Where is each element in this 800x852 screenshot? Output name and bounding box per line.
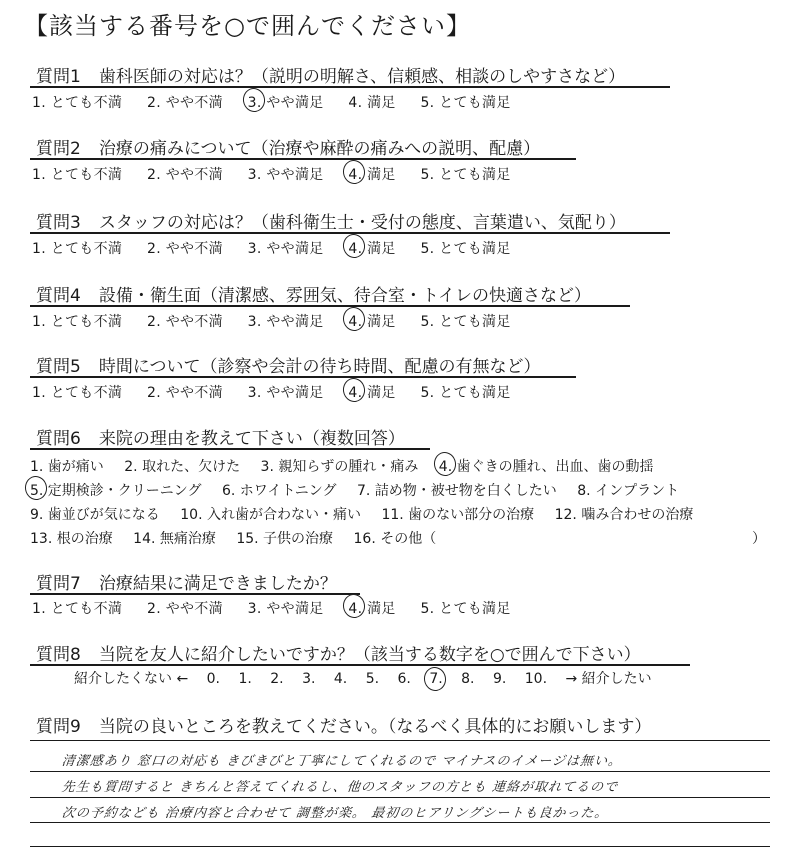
reason-option-6[interactable]: 6. ホワイトニング xyxy=(221,483,337,499)
question-number: 質問5 xyxy=(36,357,81,377)
question-text: 治療の痛みについて（治療や麻酔の痛みへの説明、配慮） xyxy=(98,139,541,159)
answer-rule xyxy=(30,797,770,798)
question-text: 設備・衛生面（清潔感、雰囲気、待合室・トイレの快適さなど） xyxy=(98,286,591,306)
options-q7 xyxy=(32,598,531,618)
question-number: 質問3 xyxy=(36,213,81,233)
reason-option-8[interactable]: 8. インプラント xyxy=(577,483,680,499)
option-4-selected[interactable]: 4. 満足 xyxy=(348,238,395,258)
scale-5[interactable]: 5. xyxy=(365,671,380,687)
question-number: 質問1 xyxy=(36,67,81,87)
question-8 xyxy=(36,640,641,665)
page-title: 【該当する番号を○で囲んでください】 xyxy=(24,12,471,40)
underline xyxy=(30,664,690,666)
option-3[interactable]: 3. やや満足 xyxy=(247,241,324,257)
other-close-paren: ） xyxy=(752,531,766,547)
scale-7-selected[interactable]: 7. xyxy=(429,671,443,687)
option-4-selected[interactable]: 4. 満足 xyxy=(348,382,395,402)
reason-row-3 xyxy=(30,504,709,524)
question-9 xyxy=(36,712,651,737)
reason-option-10[interactable]: 10. 入れ歯が合わない・痛い xyxy=(180,507,361,523)
question-text: 来院の理由を教えて下さい（複数回答） xyxy=(98,429,405,449)
reason-option-15[interactable]: 15. 子供の治療 xyxy=(236,531,334,547)
question-text: 当院の良いところを教えてください。（なるべく具体的にお願いします） xyxy=(98,717,652,737)
reason-option-3[interactable]: 3. 親知らずの腫れ・痛み xyxy=(260,459,419,475)
scale-6[interactable]: 6. xyxy=(397,671,411,687)
reason-option-11[interactable]: 11. 歯のない部分の治療 xyxy=(381,507,535,523)
reason-option-2[interactable]: 2. 取れた、欠けた xyxy=(124,459,241,475)
option-1[interactable]: 1. とても不満 xyxy=(32,314,123,330)
reason-option-5-selected[interactable]: 5. 定期検診・クリーニング xyxy=(30,480,202,500)
option-5[interactable]: 5. とても満足 xyxy=(420,167,511,183)
option-2[interactable]: 2. やや不満 xyxy=(146,314,223,330)
option-3[interactable]: 3. やや満足 xyxy=(247,167,324,183)
option-4-selected[interactable]: 4. 満足 xyxy=(348,311,395,331)
scale-left-label: 紹介したくない ← xyxy=(74,671,189,687)
question-number: 質問4 xyxy=(36,286,81,306)
options-q1 xyxy=(32,92,531,112)
reason-option-12[interactable]: 12. 噛み合わせの治療 xyxy=(554,507,694,523)
handwritten-answer-line-2: 先生も質問すると きちんと答えてくれるし、他のスタッフの方とも 連絡が取れてるので xyxy=(61,780,619,795)
underline xyxy=(30,86,670,88)
option-2[interactable]: 2. やや不満 xyxy=(146,601,223,617)
option-5[interactable]: 5. とても満足 xyxy=(420,385,511,401)
scale-1[interactable]: 1. xyxy=(238,671,252,687)
scale-2[interactable]: 2. xyxy=(270,671,284,687)
underline xyxy=(30,448,430,450)
question-4 xyxy=(36,281,591,306)
scale-10[interactable]: 10. xyxy=(524,671,548,687)
option-4-selected[interactable]: 4. 満足 xyxy=(348,598,395,618)
option-1[interactable]: 1. とても不満 xyxy=(32,241,123,257)
reason-row-1 xyxy=(30,456,669,476)
question-3 xyxy=(36,208,626,233)
question-number: 質問7 xyxy=(36,574,81,594)
reason-row-4 xyxy=(30,528,452,548)
question-text: 治療結果に満足できましたか？ xyxy=(98,574,337,594)
option-1[interactable]: 1. とても不満 xyxy=(32,167,123,183)
scale-9[interactable]: 9. xyxy=(492,671,507,687)
option-1[interactable]: 1. とても不満 xyxy=(32,95,123,111)
options-q4 xyxy=(32,311,531,331)
reason-option-1[interactable]: 1. 歯が痛い xyxy=(30,459,104,475)
question-2 xyxy=(36,134,540,159)
answer-rule xyxy=(30,740,770,741)
question-text: 時間について（診察や会計の待ち時間、配慮の有無など） xyxy=(98,357,541,377)
question-number: 質問6 xyxy=(36,429,81,449)
option-4[interactable]: 4. 満足 xyxy=(348,95,396,111)
question-number: 質問8 xyxy=(36,645,81,665)
option-5[interactable]: 5. とても満足 xyxy=(420,95,511,111)
reason-option-14[interactable]: 14. 無痛治療 xyxy=(133,531,216,547)
reason-option-16[interactable]: 16. その他（ xyxy=(353,531,437,547)
question-number: 質問9 xyxy=(36,717,81,737)
option-3[interactable]: 3. やや満足 xyxy=(247,601,324,617)
option-2[interactable]: 2. やや不満 xyxy=(146,167,223,183)
question-5 xyxy=(36,352,541,377)
option-3-selected[interactable]: 3. やや満足 xyxy=(248,92,324,112)
answer-rule xyxy=(30,822,770,823)
options-q3 xyxy=(32,238,531,258)
reason-option-9[interactable]: 9. 歯並びが気になる xyxy=(30,507,160,523)
scale-4[interactable]: 4. xyxy=(333,671,348,687)
option-5[interactable]: 5. とても満足 xyxy=(420,241,511,257)
options-q5 xyxy=(32,382,531,402)
question-text: 歯科医師の対応は？（説明の明解さ、信頼感、相談のしやすさなど） xyxy=(98,67,626,87)
question-number: 質問2 xyxy=(36,139,81,159)
scale-3[interactable]: 3. xyxy=(302,671,316,687)
option-3[interactable]: 3. やや満足 xyxy=(247,385,324,401)
question-text: 当院を友人に紹介したいですか？（該当する数字を○で囲んで下さい） xyxy=(98,645,641,665)
scale-right-label: → 紹介したい xyxy=(565,671,652,687)
reason-option-7[interactable]: 7. 詰め物・被せ物を白くしたい xyxy=(357,483,557,499)
scale-0[interactable]: 0. xyxy=(206,671,220,687)
option-5[interactable]: 5. とても満足 xyxy=(420,314,511,330)
option-2[interactable]: 2. やや不満 xyxy=(146,385,223,401)
answer-rule xyxy=(30,846,770,847)
option-5[interactable]: 5. とても満足 xyxy=(420,601,511,617)
option-3[interactable]: 3. やや満足 xyxy=(247,314,324,330)
answer-rule xyxy=(30,771,770,772)
reason-option-13[interactable]: 13. 根の治療 xyxy=(30,531,113,547)
option-2[interactable]: 2. やや不満 xyxy=(146,241,223,257)
recommend-scale xyxy=(74,668,666,688)
reason-row-2 xyxy=(30,480,695,500)
option-1[interactable]: 1. とても不満 xyxy=(32,601,123,617)
option-1[interactable]: 1. とても不満 xyxy=(32,385,123,401)
question-1 xyxy=(36,62,625,87)
option-4-selected[interactable]: 4. 満足 xyxy=(348,164,395,184)
options-q2 xyxy=(32,164,531,184)
underline xyxy=(30,305,630,307)
underline xyxy=(30,376,576,378)
option-2[interactable]: 2. やや不満 xyxy=(146,95,223,111)
question-text: スタッフの対応は？（歯科衛生士・受付の態度、言葉遣い、気配り） xyxy=(98,213,626,233)
handwritten-answer-line-3: 次の予約なども 治療内容と合わせて 調整が楽。 最初のヒアリングシートも良かった。 xyxy=(61,806,610,821)
question-6 xyxy=(36,424,405,449)
reason-option-4-selected[interactable]: 4. 歯ぐきの腫れ、出血、歯の動揺 xyxy=(439,456,654,476)
question-7 xyxy=(36,569,337,594)
scale-8[interactable]: 8. xyxy=(461,671,475,687)
underline xyxy=(30,158,576,160)
underline xyxy=(30,593,360,595)
handwritten-answer-line-1: 清潔感あり 窓口の対応も きびきびと丁寧にしてくれるので マイナスのイメージは無い。 xyxy=(61,754,623,769)
